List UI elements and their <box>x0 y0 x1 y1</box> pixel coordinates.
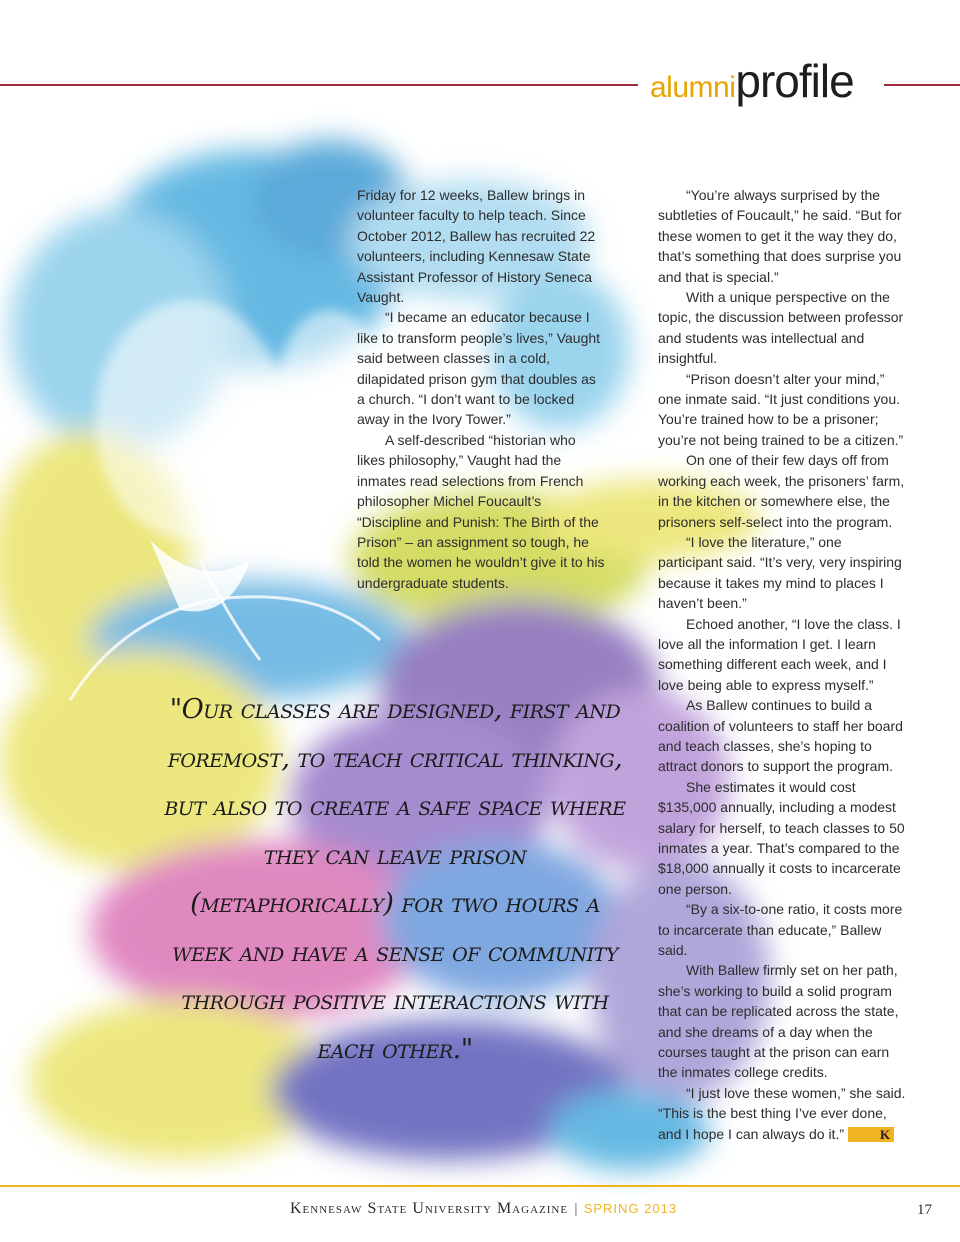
paragraph: On one of their few days off from working each week, the prisoners’ farm, in the kitchen or somewhere else, the prisoners self-select into the program. <box>658 452 905 530</box>
paragraph: Echoed another, “I love the class. I love all the information I get. I learn something different each week, and I love being able to express myself.” <box>658 615 901 693</box>
section-word: profile <box>735 55 854 107</box>
footer-rule <box>0 1185 960 1187</box>
article-column-middle <box>357 185 607 593</box>
paragraph: “Prison doesn’t alter your mind,” one inmate said. “It just conditions you. You’re trained how to be a prisoner; you’re not being trained to be a citizen.” <box>658 370 904 448</box>
issue-season: SPRING 2013 <box>583 1201 678 1216</box>
paragraph: With Ballew firmly set on her path, she’s working to build a solid program that can be replicated across the state, and she dreams of a day when the courses taught at the prison can earn the inmates college credits. <box>658 962 899 1081</box>
page-number: 17 <box>917 1202 932 1218</box>
pull-quote: "Our classes are designed, first and foremost, to teach critical thinking, but also to create a safe space where they can leave prison (metaphorically) for two hours a week and have a sense of community through positive interactions with each other." <box>164 694 626 1065</box>
end-mark-icon: K <box>848 1127 894 1142</box>
paragraph: With a unique perspective on the topic, the discussion between professor and students was intellectual and insightful. <box>658 289 904 367</box>
article-column-right <box>658 185 908 1144</box>
footer-text <box>290 1200 677 1218</box>
paragraph: “I love the literature,” one participant said. “It’s very, very inspiring because it takes my mind to places I haven’t been.” <box>658 533 902 612</box>
paragraph: As Ballew continues to build a coalition of volunteers to staff her board and teach classes, she’s hoping to attract donors to support the program. <box>658 697 903 775</box>
paragraph: “You’re always surprised by the subtleties of Foucault,” he said. “But for these women to get it the way they do, that’s something that does surprise you and that is special.” <box>658 187 902 285</box>
paragraph: She estimates it would cost $135,000 annually, including a modest salary for herself, to teach classes to 50 inmates a year. That’s compared to the $18,000 annually it costs to incarcerate one person. <box>658 778 905 897</box>
magazine-name: Kennesaw State University Magazine <box>290 1200 569 1217</box>
section-prefix: alumni <box>650 71 736 104</box>
paragraph-final-text: “I just love these women,” she said. “This is the best thing I’ve ever done, and I hope I can always do it.” <box>658 1084 906 1142</box>
paragraph: “I became an educator because I like to transform people’s lives,” Vaught said between classes in a cold, dilapidated prison gym that doubles as a church. “I don’t want to be locked away in the Ivory Tower.” <box>357 309 601 428</box>
footer <box>0 1200 960 1220</box>
paragraph: A self-described “historian who likes philosophy,” Vaught had the inmates read selections from French philosopher Michel Foucault’s “Discipline and Punish: The Birth of the Prison” – an assignment so tough, he told the women he wouldn’t give it to his undergraduate students. <box>357 431 605 591</box>
paragraph-final <box>658 1083 908 1144</box>
footer-separator: | <box>574 1200 578 1216</box>
paragraph: “By a six-to-one ratio, it costs more to incarcerate than educate,” Ballew said. <box>658 901 903 959</box>
paragraph: Friday for 12 weeks, Ballew brings in volunteer faculty to help teach. Since October 2012, Ballew has recruited 22 volunteers, including Kennesaw State Assistant Professor of History Seneca Vaught. <box>357 187 596 306</box>
